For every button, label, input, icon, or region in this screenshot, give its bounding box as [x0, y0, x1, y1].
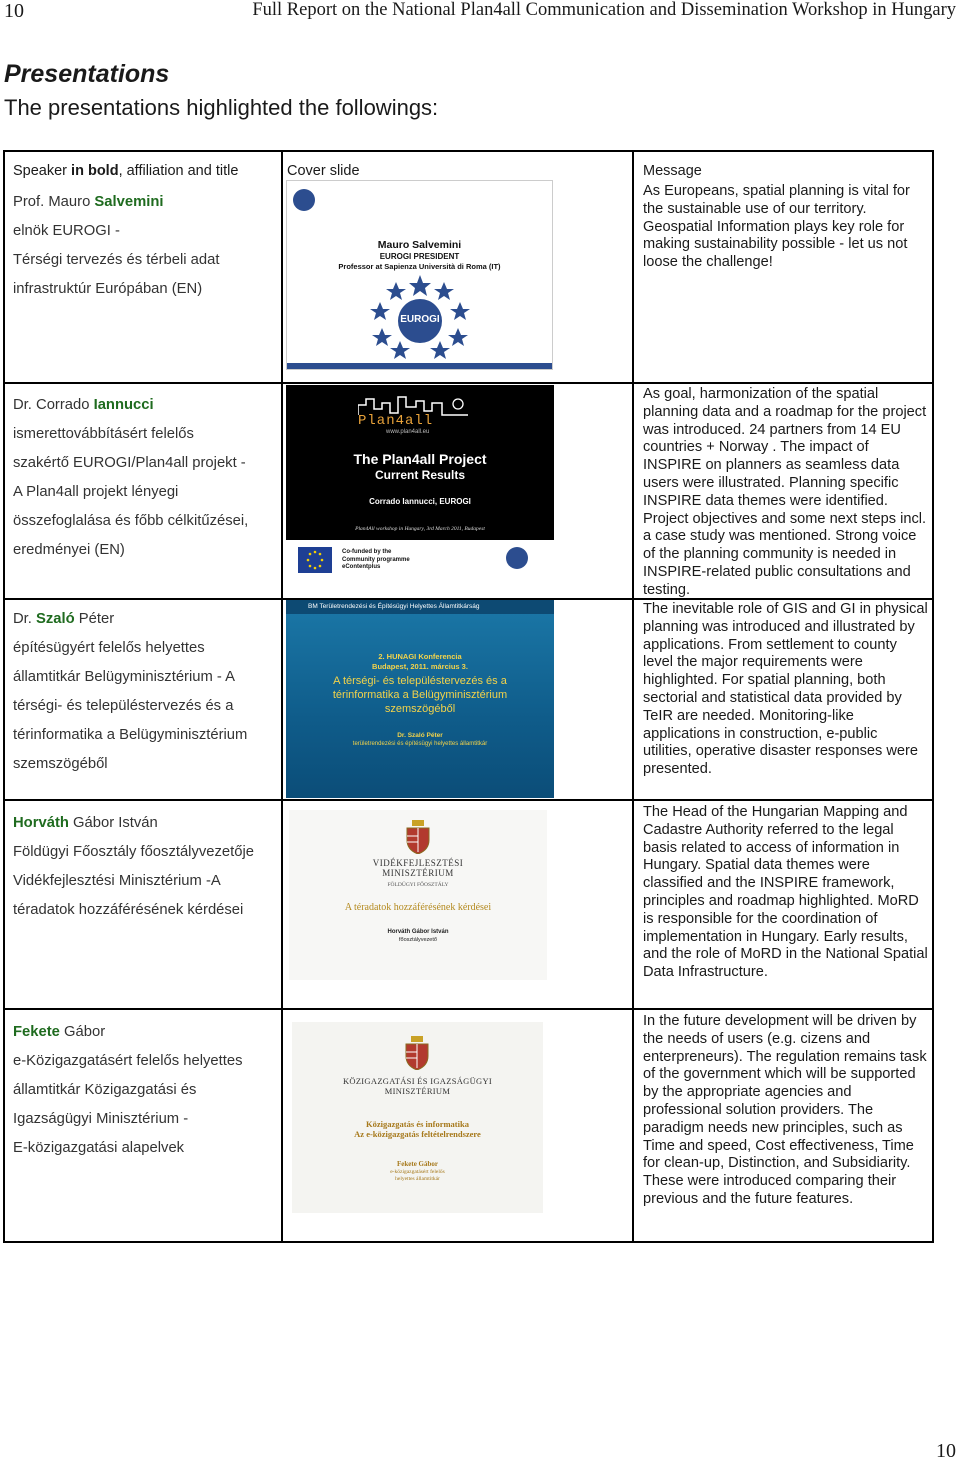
eurogi-small-logo: [506, 547, 528, 569]
slide-event: Plan4All workshop in Hungary, 3rd March 2011, Budapest: [355, 526, 485, 532]
speaker-line: Térségi tervezés és térbeli adat: [13, 252, 220, 268]
speaker-line: ismerettovábbításért felelős: [13, 426, 194, 442]
slide-dark-area: [286, 385, 554, 540]
cover-slide-eurogi: [286, 180, 553, 370]
slide-author: Horváth Gábor István: [387, 929, 449, 935]
speaker-line: Vidékfejlesztési Minisztérium -A: [13, 873, 221, 889]
speaker-line: A Plan4all projekt lényegi: [13, 484, 179, 500]
column-divider: [281, 150, 283, 1243]
speaker-name: Dr. Corrado Iannucci: [13, 397, 154, 413]
running-header: Full Report on the National Plan4all Communication and Dissemination Workshop in Hungary: [252, 0, 956, 20]
slide-author-role: területrendezési és építésügyi helyettes államtitkár: [352, 741, 488, 747]
speaker-line: szakértő EUROGI/Plan4all projekt -: [13, 455, 246, 471]
message-cell: The inevitable role of GIS and GI in physical planning was introduced and illustrated by applications. From settlement to county level the major requirements were highlighted. For spatial planning, both sectorial and statistical data provided by TeIR are needed. Monitoring-like applications in construction, e-public utilities, operative disaster responses were presented.: [643, 601, 928, 778]
cover-slide-kim: [292, 1022, 543, 1213]
slide-name: Mauro Salvemini: [377, 239, 462, 251]
speaker-line: infrastruktúr Európában (EN): [13, 281, 203, 297]
speaker-line: E-közigazgatási alapelvek: [13, 1140, 185, 1156]
slide-author-role: főosztályvezető: [399, 937, 437, 943]
page-number-top: 10: [4, 0, 24, 22]
row-divider: [3, 382, 934, 384]
slide-author-role: e-közigazgatásért felelős helyettes államtitkár: [390, 1169, 445, 1182]
speaker-name: Prof. Mauro Salvemini: [13, 194, 164, 210]
cover-slide-plan4all: [286, 385, 554, 585]
speaker-line: építésügyért felelős helyettes: [13, 640, 205, 656]
eu-flag-icon: [298, 547, 332, 573]
slide-author: Dr. Szaló Péter: [397, 732, 443, 739]
slide-subtitle: Current Results: [374, 468, 466, 482]
message-cell: As goal, harmonization of the spatial planning data and a roadmap for the project was introduced. 24 partners from 14 EU countries + Norway . The impact of INSPIRE on planners as seamless data users were illustrated. Planning specific INSPIRE data themes were identified. Project objectives and some next steps incl. a case study was mentioned. Strong voice of the planning community is needed in INSPIRE-related public consultations and testing.: [643, 386, 927, 598]
speaker-line: eredményei (EN): [13, 542, 125, 558]
slide-footer-bar: [287, 363, 552, 369]
header-speaker: Speaker in bold, affiliation and title: [13, 163, 239, 179]
cover-slide-vm: [289, 810, 547, 980]
speaker-line: államtitkár Belügyminisztérium - A: [13, 669, 236, 685]
speaker-line: szemszögéből: [13, 756, 108, 772]
slide-title: A téradatok hozzáférésének kérdései: [344, 902, 492, 913]
speaker-name: Horváth Gábor István: [13, 815, 158, 831]
slide-title: The Plan4all Project: [353, 451, 487, 467]
message-cell: The Head of the Hungarian Mapping and Cadastre Authority referred to the legal basis related to access of information in Hungary. Spatial data themes were classified and the INSPIRE framework, principles and roadmap highlighted. MoRD is responsible for the coordination of implementation in Hungary. Early results, and the role of MoRD in the National Spatial Data Infrastructure.: [643, 804, 928, 981]
speaker-line: Földügyi Főosztály főosztályvezetője: [13, 844, 254, 860]
plan4all-logo: Plan4all: [358, 413, 434, 429]
section-title: Presentations: [4, 60, 170, 88]
column-divider: [632, 150, 634, 1243]
speaker-cell: [13, 809, 275, 925]
speaker-cell: [13, 188, 275, 304]
slide-title: A térségi- és településtervezés és a térinformatika a Belügyminisztérium szemszögéből: [332, 675, 508, 715]
speaker-line: államtitkár Közigazgatási és: [13, 1082, 197, 1098]
message-cell: In the future development will be driven by the needs of users (e.g. cizens and enterpreneurs). The regulation remains task of the government which will be supported by the appropriate agencies and professional solution providers. The paradigm needs new principles, such as Time and speed, Cost effectiveness, Time for clean-up, Distinction, and Subsidiarity. These were introduced comparing their previous and the future features.: [643, 1013, 927, 1207]
speaker-name: Fekete Gábor: [13, 1024, 106, 1040]
speaker-line: összefoglalása és főbb célkitűzései,: [13, 513, 249, 529]
slide-dept: FÖLDÜGYI FŐOSZTÁLY: [387, 882, 449, 888]
speaker-line: térségi- és településtervezés és a: [13, 698, 234, 714]
speaker-line: téradatok hozzáférésének kérdései: [13, 902, 244, 918]
slide-author: Fekete Gábor: [396, 1160, 438, 1168]
eurogi-logo-text: EUROGI: [400, 314, 440, 325]
speaker-cell: [13, 1018, 275, 1163]
slide-role: EUROGI PRESIDENT: [379, 252, 460, 261]
plan4all-url: www.plan4all.eu: [386, 429, 430, 435]
slide-affiliation: Professor at Sapienza Università di Roma (IT): [338, 262, 501, 271]
message-cell: As Europeans, spatial planning is vital for the sustainable use of our territory. Geospatial Information plays key role for making sustainability possible - let us not loose the challenge!: [643, 183, 910, 271]
header-message: Message: [643, 163, 702, 179]
speaker-cell: [13, 391, 275, 565]
slide-ministry: VIDÉKFEJLESZTÉSI MINISZTÉRIUM: [372, 858, 464, 878]
page-number-bottom: 10: [936, 1440, 956, 1462]
slide-ministry: KÖZIGAZGATÁSI ÉS IGAZSÁGÜGYI MINISZTÉRIUM: [342, 1076, 493, 1096]
speaker-cell: [13, 605, 275, 779]
row-divider: [3, 1008, 934, 1010]
row-divider: [3, 799, 934, 801]
hungarian-coat-of-arms-icon: [404, 1036, 430, 1070]
speaker-line: elnök EUROGI -: [13, 223, 120, 239]
slide-conf: 2. HUNAGI Konferencia: [378, 652, 462, 661]
slide-title: Közigazgatás és informatika Az e-közigazgatás feltételrendszere: [354, 1119, 481, 1139]
speaker-line: térinformatika a Belügyminisztérium: [13, 727, 248, 743]
speaker-line: e-Közigazgatásért felelős helyettes: [13, 1053, 243, 1069]
cover-slide-bm: [286, 600, 554, 798]
speaker-line: Igazságügyi Minisztérium -: [13, 1111, 189, 1127]
slide-org: BM Területrendezési és Építésügyi Helyettes Államtitkárság: [308, 603, 480, 610]
slide-author: Corrado Iannucci, EUROGI: [369, 497, 471, 506]
slide-date: Budapest, 2011. március 3.: [372, 662, 468, 671]
cofund-text: Co-funded by the Community programme eContentplus: [342, 549, 410, 570]
hungarian-coat-of-arms-icon: [405, 820, 431, 854]
header-cover-slide: Cover slide: [287, 163, 360, 179]
eurogi-small-logo: [293, 189, 315, 211]
speaker-name: Dr. Szaló Péter: [13, 611, 115, 627]
section-intro: The presentations highlighted the followings:: [4, 95, 439, 120]
